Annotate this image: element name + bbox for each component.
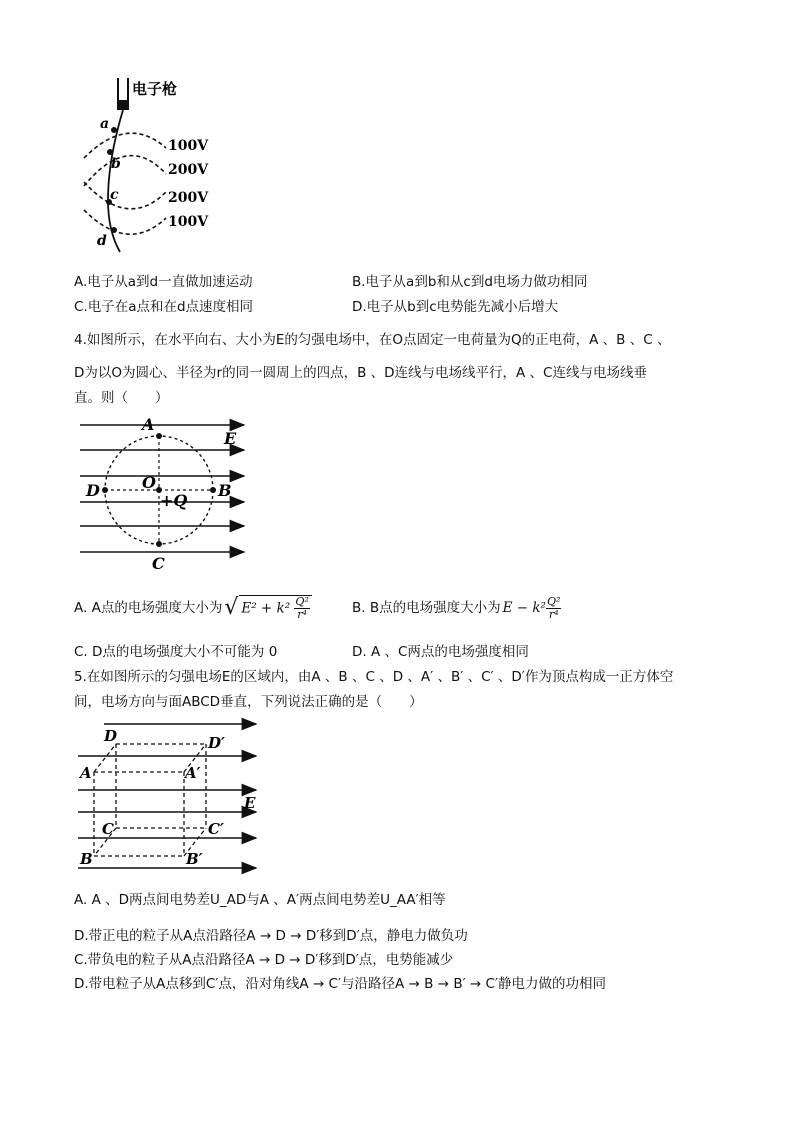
potential-label-2: 200V (168, 162, 209, 178)
q5-stem-line2: 间，电场方向与面ABCD垂直，下列说法正确的是（ ） (74, 694, 423, 710)
label-cube-B: B (80, 850, 93, 868)
label-cube-C-prime: C′ (208, 820, 224, 838)
q3-option-b: B.电子从a到b和从c到d电场力做功相同 (352, 274, 588, 290)
q4-option-b-text: B. B点的电场强度大小为 (352, 600, 501, 616)
q4-option-b-formula: E − k² (502, 600, 546, 616)
label-cube-A: A (80, 764, 92, 782)
label-cube-D: D (104, 727, 118, 745)
label-c: c (110, 187, 119, 203)
equipotential-200v-top (84, 156, 166, 186)
q5-option-a: A. A 、D两点间电势差U_AD与A 、A′两点间电势差U_AA′相等 (74, 892, 446, 908)
label-cube-A-prime: A′ (185, 764, 201, 782)
q4-stem-line1: 4.如图所示，在水平向右、大小为E的匀强电场中，在O点固定一电荷量为Q的正电荷，A 、B 、C 、 (74, 332, 671, 348)
q3-option-c: C.电子在a点和在d点速度相同 (74, 299, 254, 315)
potential-label-1: 100V (168, 138, 209, 154)
fraction-a (294, 596, 309, 621)
fraction-a-num: Q² (295, 595, 309, 608)
fraction-a-den: r⁴ (297, 608, 307, 621)
sqrt-body (239, 595, 312, 621)
point-b (107, 149, 113, 155)
q4-option-c: C. D点的电场强度大小不可能为 0 (74, 644, 278, 660)
circle-field-figure (74, 414, 254, 576)
q5-option-b: D.带正电的粒子从A点沿路径A → D → D′移到D′点，静电力做负功 (74, 928, 468, 944)
potential-label-3: 200V (168, 190, 209, 206)
cube-field-lines (78, 724, 256, 868)
q3-option-d: D.电子从b到c电势能先减小后增大 (352, 299, 559, 315)
fraction-b-num: Q² (546, 594, 561, 608)
label-b: b (111, 156, 121, 172)
equipotential-200v-bottom (84, 182, 166, 209)
label-Q: +Q (160, 491, 188, 510)
point-a (111, 127, 117, 133)
q5-option-c: C.带负电的粒子从A点沿路径A → D → D′移到D′点，电势能减少 (74, 952, 454, 968)
label-d: d (97, 233, 107, 249)
label-a: a (100, 116, 110, 132)
label-E: E (224, 429, 237, 448)
label-C: C (152, 554, 165, 573)
label-cube-E: E (244, 794, 256, 812)
q3-option-a: A.电子从a到d一直做加速运动 (74, 274, 253, 290)
label-A: A (142, 415, 155, 434)
fraction-b-den: r⁴ (548, 607, 559, 621)
potential-label-4: 100V (168, 214, 209, 230)
label-cube-B-prime: B′ (186, 850, 203, 868)
q4-option-a (74, 588, 312, 628)
q4-option-b (352, 588, 561, 628)
label-O: O (142, 473, 156, 492)
fraction-b (546, 596, 561, 621)
cube-front-face (94, 744, 206, 856)
point-D (102, 487, 108, 493)
q4-option-a-formula: E² + k² (241, 600, 291, 617)
label-cube-D-prime: D′ (208, 734, 225, 752)
point-d (111, 227, 117, 233)
label-D: D (86, 481, 100, 500)
q4-option-a-text: A. A点的电场强度大小为 (74, 600, 223, 616)
label-cube-C: C (102, 820, 114, 838)
cube-back-face (94, 744, 206, 856)
equipotential-100v-bottom (84, 210, 166, 234)
point-C (156, 541, 162, 547)
point-B (210, 487, 216, 493)
q5-stem-line1: 5.在如图所示的匀强电场E的区域内，由A 、B 、C 、D 、A′ 、B′ 、C′ 、D′作为顶点构成一正方体空 (74, 669, 674, 685)
gun-label: 电子枪 (132, 80, 178, 98)
q4-stem-line2: D为以O为圆心、半径为r的同一圆周上的四点，B 、D连线与电场线平行，A 、C连线与电场线垂 (74, 365, 647, 381)
q4-stem-line3: 直。则（ ） (74, 390, 169, 406)
label-B: B (218, 481, 232, 500)
electron-gun-figure (70, 70, 240, 260)
gun-tip (117, 100, 129, 110)
q5-option-d: D.带电粒子从A点移到C′点，沿对角线A → C′与沿路径A → B → B′ → C′静电力做的功相同 (74, 976, 607, 992)
q4-option-d: D. A 、C两点的电场强度相同 (352, 644, 529, 660)
sqrt-sign: √ (224, 595, 239, 620)
equipotential-100v-top (84, 133, 166, 158)
point-A (156, 433, 162, 439)
cube-field-figure (74, 716, 274, 876)
